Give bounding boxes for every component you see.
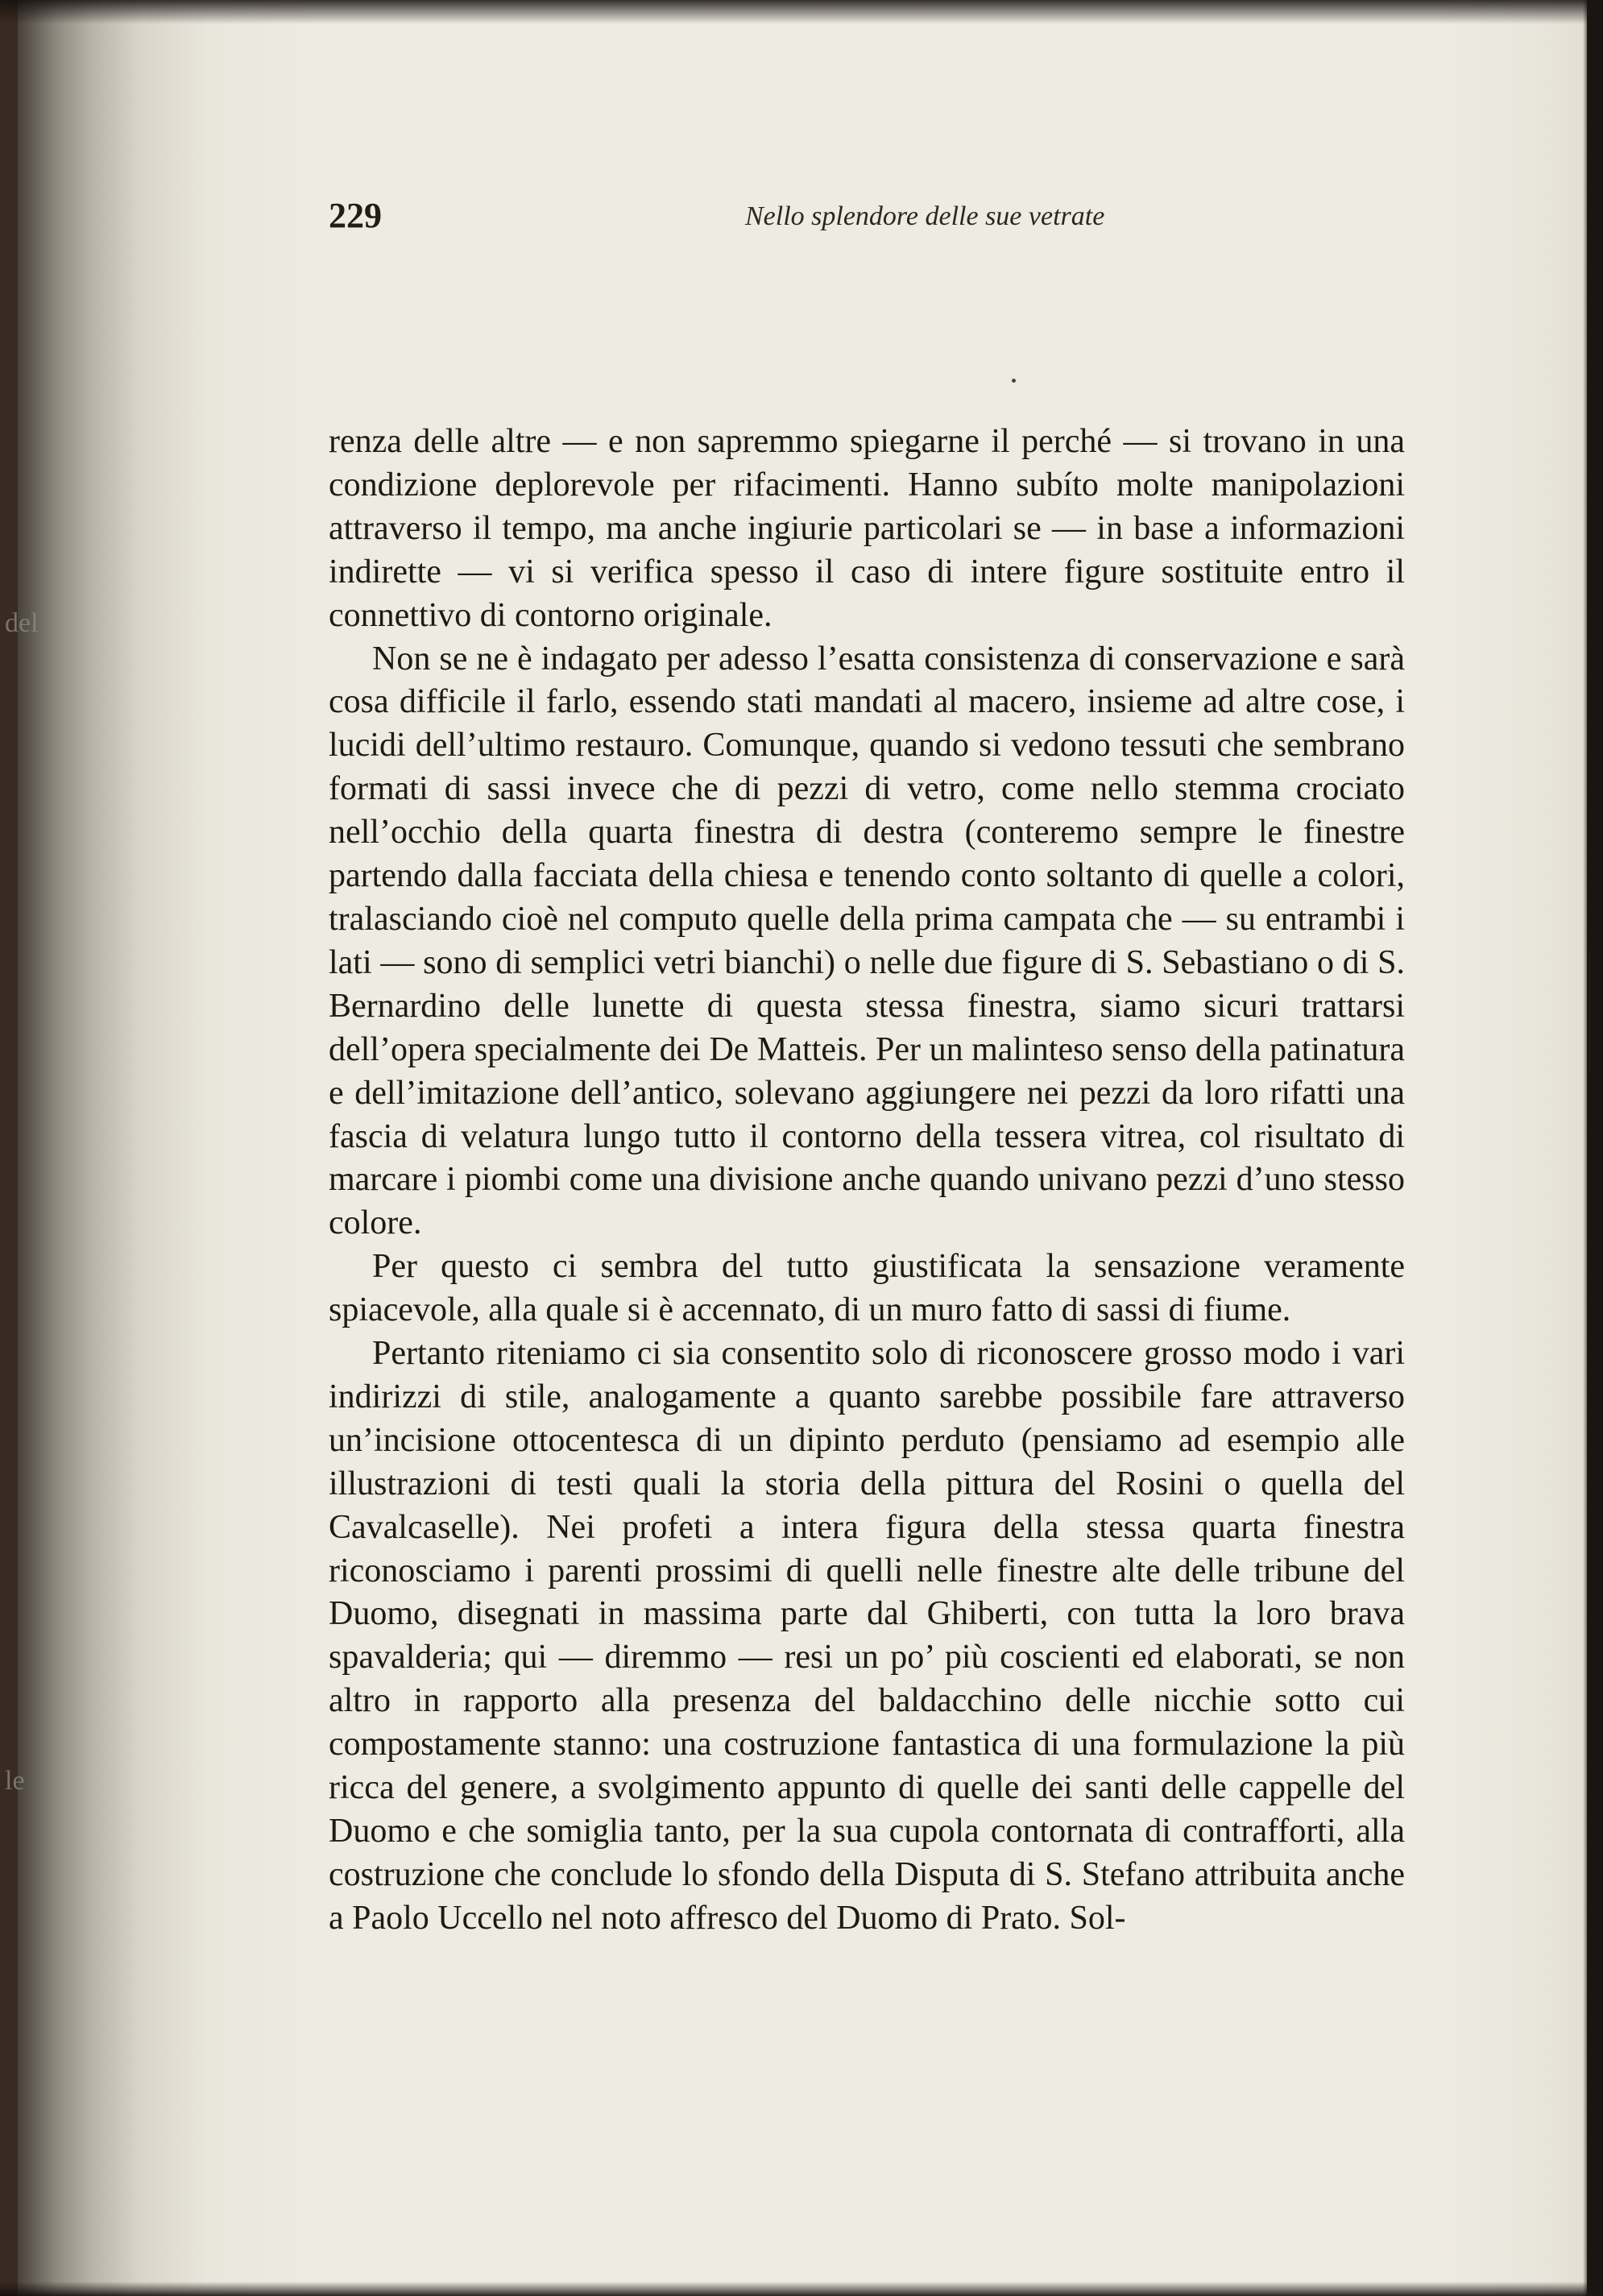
paragraph: Per questo ci sembra del tutto giustificata la sensazione veramente spiacevole, alla quale si è accennato, di un muro fatto di sassi di fiume. xyxy=(329,1248,1405,1329)
ink-speck xyxy=(1012,379,1016,383)
page-edge-mark xyxy=(1589,951,1591,1071)
bottom-shadow xyxy=(0,2281,1603,2296)
margin-fragment: le xyxy=(5,1766,25,1796)
paragraph: Pertanto riteniamo ci sia consentito solo di riconoscere grosso modo i vari indirizzi di stile, analogamente a quanto sarebbe possibile fare attraverso un’incisione ottocentesca di un dipinto perduto (pensiamo ad esempio alle illustrazioni di testi quali la storia della pittura del Rosini o quella del Cavalcaselle). Nei profeti a intera figura della stessa quarta finestra riconosciamo i parenti prossimi di quelli nelle finestre alte delle tribune del Duomo, disegnati in massima parte dal Ghiberti, con tutta la loro brava spavalderia; qui — diremmo — resi un po’ più coscienti ed elaborati, se non altro in rapporto alla presenza del baldacchino delle nicchie sotto cui compostamente stanno: una costruzione fantastica di una formulazione la più ricca del genere, a svolgimento appunto di quelle dei santi delle cappelle del Duomo e che somiglia tanto, per la sua cupola contornata di contrafforti, alla costruzione che conclude lo sfondo della Disputa di S. Stefano attribuita anche a Paolo Uccello nel noto affresco del Duomo di Prato. Sol- xyxy=(329,1335,1405,1937)
margin-fragment: del xyxy=(5,608,39,638)
page-number: 229 xyxy=(329,196,382,235)
book-spine xyxy=(0,0,18,2296)
paragraph: renza delle altre — e non sapremmo spiegarne il perché — si trovano in una condizione deplorevole per rifacimenti. Hanno subíto molte manipolazioni attraverso il tempo, ma anche ingiurie particolari se — in base a informazioni indirette — vi si verifica spesso il caso di intere figure sostituite entro il connettivo di contorno originale. xyxy=(329,423,1405,634)
page-edge xyxy=(1587,0,1603,2296)
running-head xyxy=(0,192,1603,240)
top-shadow xyxy=(0,0,1603,24)
paragraph: Non se ne è indagato per adesso l’esatta consistenza di conservazione e sarà cosa difficile il farlo, essendo stati mandati al macero, insieme ad altre cose, i lucidi dell’ultimo restauro. Comunque, quando si vedono tessuti che sembrano formati di sassi invece che di pezzi di vetro, come nello stemma crociato nell’occhio della quarta finestra di destra (conteremo sempre le finestre partendo dalla facciata della chiesa e tenendo conto soltanto di quelle a colori, tralasciando cioè nel computo quelle della prima campata che — su entrambi i lati — sono di semplici vetri bianchi) o nelle due figure di S. Sebastiano o di S. Bernardino delle lunette di questa stessa finestra, siamo sicuri trattarsi dell’opera specialmente dei De Matteis. Per un malinteso senso della patinatura e dell’imitazione dell’antico, solevano aggiungere nei pezzi da loro rifatti una fascia di velatura lungo tutto il contorno della tessera vitrea, col risultato di marcare i piombi come una divisione anche quando univano pezzi d’uno stesso colore. xyxy=(329,640,1405,1242)
running-title: Nello splendore delle sue vetrate xyxy=(745,201,1105,231)
body-text xyxy=(329,421,1405,2068)
